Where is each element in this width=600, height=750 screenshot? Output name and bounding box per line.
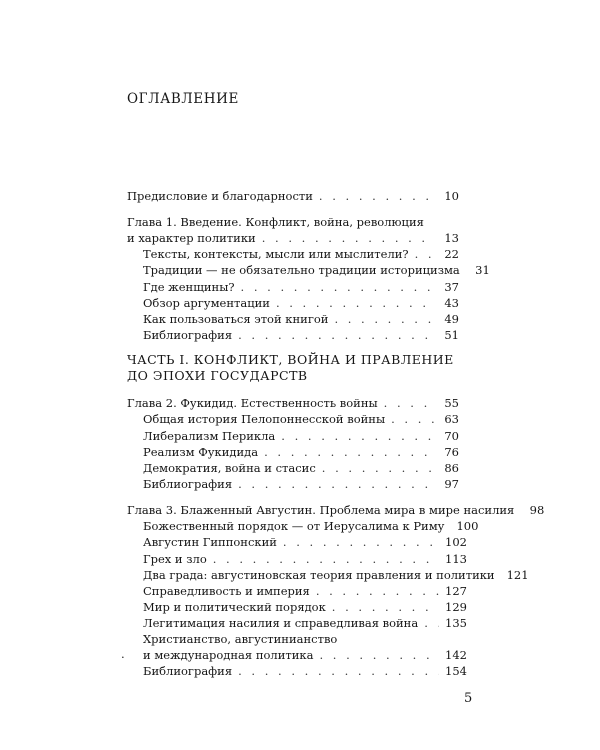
toc-subentry[interactable] <box>143 476 459 492</box>
leader-dots <box>238 327 435 343</box>
leader-dots <box>415 246 435 262</box>
toc-subentry[interactable] <box>143 599 467 615</box>
toc-entry-chapter-2[interactable] <box>127 395 459 411</box>
toc-subentry[interactable] <box>143 444 459 460</box>
leader-dots <box>319 647 439 663</box>
stray-mark: . <box>121 647 125 661</box>
toc-subentry[interactable] <box>143 295 459 311</box>
part-1-title-line2[interactable]: ДО ЭПОХИ ГОСУДАРСТВ <box>127 368 308 383</box>
toc-subentry-title: Как пользоваться этой книгой <box>143 312 329 326</box>
toc-subentry-title: Либерализм Перикла <box>143 429 276 443</box>
toc-subentry[interactable] <box>143 411 459 427</box>
toc-subentry-page: 135 <box>445 616 467 630</box>
leader-dots <box>281 428 435 444</box>
part-1-title-line1[interactable]: ЧАСТЬ I. КОНФЛИКТ, ВОЙНА И ПРАВЛЕНИЕ <box>127 352 454 367</box>
toc-subentry-title: Августин Гиппонский <box>143 535 277 549</box>
toc-subentry-page: 37 <box>444 280 459 294</box>
toc-subentry[interactable] <box>143 246 459 262</box>
toc-subentry-title: Библиография <box>143 477 233 491</box>
toc-subentry[interactable] <box>143 583 467 599</box>
leader-dots <box>384 395 435 411</box>
toc-subentry-christianity-line1[interactable]: Христианство, августинианство <box>143 632 338 646</box>
toc-subentry[interactable] <box>143 534 467 550</box>
leader-dots <box>391 411 435 427</box>
page-number: 5 <box>464 691 473 706</box>
leader-dots <box>332 599 439 615</box>
toc-subentry-page: 121 <box>506 568 529 582</box>
toc-entry-page: 10 <box>444 189 459 203</box>
toc-entry-title: Предисловие и благодарности <box>127 189 313 203</box>
toc-subentry-page: 142 <box>445 648 467 662</box>
toc-subentry-title: Библиография <box>143 664 233 678</box>
chapter-1-title-line2: и характер политики <box>127 231 256 245</box>
leader-dots <box>264 444 435 460</box>
toc-subentry-christianity[interactable] <box>143 647 467 663</box>
toc-subentry-page: 43 <box>444 296 459 310</box>
toc-subentry-page: 31 <box>475 263 490 277</box>
toc-subentry-page: 70 <box>444 429 459 443</box>
toc-subentry-title: Реализм Фукидида <box>143 445 259 459</box>
toc-subentry-title: Тексты, контексты, мысли или мыслители? <box>143 247 409 261</box>
toc-subentry-page: 63 <box>444 412 459 426</box>
toc-subentry[interactable] <box>143 615 467 631</box>
leader-dots <box>283 534 439 550</box>
leader-dots <box>213 551 439 567</box>
toc-subentry-title: Традиции — не обязательно традиции историцизма <box>143 263 460 277</box>
toc-subentry-title: Обзор аргументации <box>143 296 270 310</box>
toc-subentry[interactable] <box>143 460 459 476</box>
toc-subentry-page: 22 <box>444 247 459 261</box>
toc-subentry-title: Где женщины? <box>143 280 235 294</box>
toc-subentry-page: 51 <box>444 328 459 342</box>
leader-dots <box>262 230 435 246</box>
toc-subentry[interactable] <box>143 262 490 278</box>
toc-subentry-page: 100 <box>456 519 479 533</box>
toc-entry-page: 13 <box>444 231 459 245</box>
toc-entry-chapter-1[interactable] <box>127 230 459 246</box>
toc-subentry-title: Легитимация насилия и справедливая война <box>143 616 419 630</box>
toc-subentry-title: и международная политика <box>143 648 314 662</box>
toc-entry-title: Глава 2. Фукидид. Естественность войны <box>127 396 378 410</box>
toc-subentry-title: Общая история Пелопоннесской войны <box>143 412 386 426</box>
leader-dots <box>316 583 439 599</box>
toc-subentry-page: 86 <box>444 461 459 475</box>
toc-subentry-page: 97 <box>444 477 459 491</box>
toc-entry-title: Глава 3. Блаженный Августин. Проблема мира в мире насилия <box>127 503 515 517</box>
toc-subentry-title: Мир и политический порядок <box>143 600 326 614</box>
toc-subentry[interactable] <box>143 518 479 534</box>
toc-subentry-title: Библиография <box>143 328 233 342</box>
leader-dots <box>334 311 435 327</box>
leader-dots <box>319 188 435 204</box>
toc-subentry[interactable] <box>143 279 459 295</box>
toc-subentry-page: 76 <box>444 445 459 459</box>
toc-subentry[interactable] <box>143 551 467 567</box>
toc-subentry[interactable] <box>143 428 459 444</box>
toc-subentry-title: Демократия, война и стасис <box>143 461 316 475</box>
toc-entry-preface[interactable] <box>127 188 459 204</box>
leader-dots <box>276 295 435 311</box>
leader-dots <box>322 460 435 476</box>
toc-subentry-title: Грех и зло <box>143 552 207 566</box>
leader-dots <box>424 615 439 631</box>
chapter-1-title-line1[interactable]: Глава 1. Введение. Конфликт, война, революция <box>127 215 424 229</box>
toc-subentry-page: 154 <box>445 664 467 678</box>
toc-entry-chapter-3[interactable] <box>127 502 545 518</box>
toc-entry-page: 55 <box>444 396 459 410</box>
toc-subentry-bibliography[interactable] <box>143 663 467 679</box>
toc-subentry[interactable] <box>143 567 529 583</box>
toc-entry-page: 98 <box>529 503 545 517</box>
toc-subentry[interactable] <box>143 327 459 343</box>
toc-subentry-page: 113 <box>445 552 467 566</box>
toc-subentry-title: Божественный порядок — от Иерусалима к Риму <box>143 519 445 533</box>
toc-subentry-title: Два града: августиновская теория правления и политики <box>143 568 495 582</box>
leader-dots <box>238 663 439 679</box>
toc-subentry-page: 102 <box>445 535 467 549</box>
toc-subentry-page: 127 <box>445 584 467 598</box>
toc-subentry-title: Справедливость и империя <box>143 584 310 598</box>
leader-dots <box>238 476 435 492</box>
toc-subentry[interactable] <box>143 311 459 327</box>
toc-heading: ОГЛАВЛЕНИЕ <box>127 91 239 107</box>
toc-subentry-page: 129 <box>445 600 467 614</box>
leader-dots <box>241 279 435 295</box>
toc-subentry-page: 49 <box>444 312 459 326</box>
